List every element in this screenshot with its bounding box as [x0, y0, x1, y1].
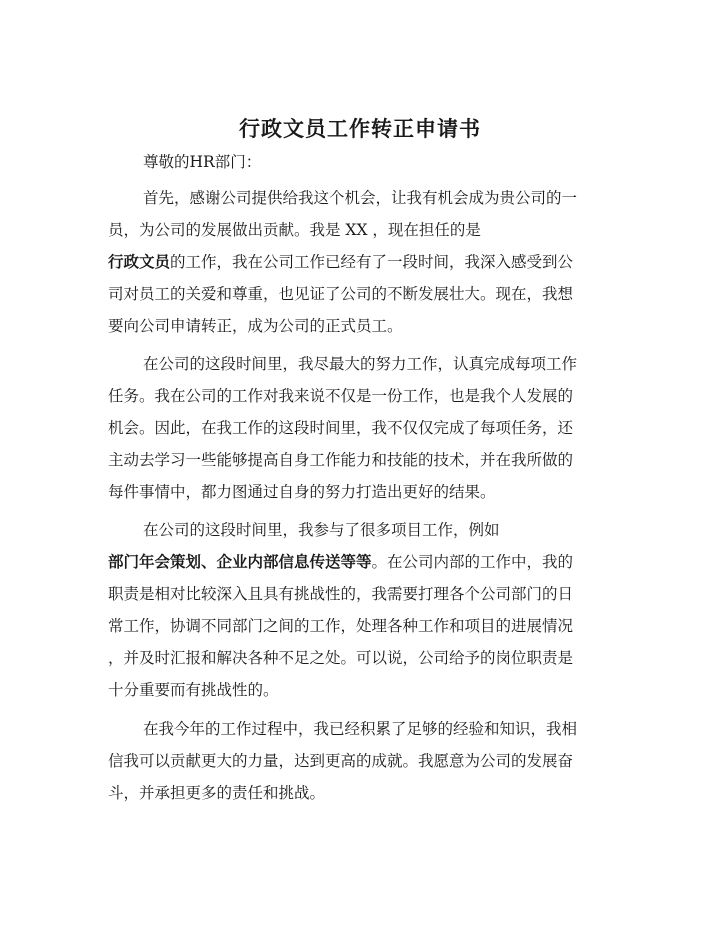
salutation — [108, 146, 603, 178]
paragraph-1-line-5: 要向公司申请转正，成为公司的正式员工。 — [108, 317, 403, 335]
paragraph-2-line-2: 任务。我在公司的工作对我来说不仅是一份工作，也是我个人发展的 — [108, 387, 574, 405]
paragraph-3-line-3: 职责是相对比较深入且具有挑战性的，我需要打理各个公司部门的日 — [108, 585, 574, 603]
paragraph-1-line-1: 首先，感谢公司提供给我这个机会，让我有机会成为贵公司的一 — [143, 189, 578, 207]
paragraph-3-line-5: ，并及时汇报和解决各种不足之处。可以说，公司给予的岗位职责是 — [108, 649, 574, 667]
paragraph-2-line-4: 主动去学习一些能够提高自身工作能力和技能的技术，并在我所做的 — [108, 451, 574, 469]
salutation-line: 尊敬的HR部门： — [143, 153, 262, 171]
document-title: 行政文员工作转正申请书 — [239, 116, 481, 141]
paragraph-1-line-4: 司对员工的关爱和尊重，也见证了公司的不断发展壮大。现在，我想 — [108, 285, 574, 303]
paragraph-4-line-2: 信我可以贡献更大的力量，达到更高的成就。我愿意为公司的发展奋 — [108, 752, 574, 770]
paragraph-2 — [108, 348, 603, 508]
paragraph-4-line-1: 在我今年的工作过程中，我已经积累了足够的经验和知识，我相 — [143, 720, 578, 738]
paragraph-3 — [108, 514, 603, 706]
paragraph-3-line-2 — [108, 546, 603, 578]
paragraph-3-line-1: 在公司的这段时间里，我参与了很多项目工作，例如 — [143, 521, 500, 539]
paragraph-4-line-3: 斗，并承担更多的责任和挑战。 — [108, 784, 326, 802]
paragraph-3-line-2-rest: 。在公司内部的工作中，我的 — [371, 553, 574, 571]
paragraph-2-line-1: 在公司的这段时间里，我尽最大的努力工作，认真完成每项工作 — [143, 355, 578, 373]
paragraph-4 — [108, 713, 603, 809]
paragraph-2-line-3: 机会。因此，在我工作的这段时间里，我不仅仅完成了每项任务，还 — [108, 419, 574, 437]
projects-emphasis: 部门年会策划、企业内部信息传送等等 — [108, 552, 372, 571]
paragraph-1 — [108, 182, 603, 342]
paragraph-1-line-3 — [108, 246, 603, 278]
paragraph-3-line-4: 常工作，协调不同部门之间的工作，处理各种工作和项目的进展情况 — [108, 617, 574, 635]
job-title-emphasis: 行政文员 — [108, 252, 171, 271]
paragraph-1-line-2: 员，为公司的发展做出贡献。我是 XX ，现在担任的是 — [108, 221, 481, 239]
paragraph-3-line-6: 十分重要而有挑战性的。 — [108, 681, 279, 699]
paragraph-1-line-3-rest: 的工作，我在公司工作已经有了一段时间，我深入感受到公 — [170, 253, 574, 271]
paragraph-2-line-5: 每件事情中，都力图通过自身的努力打造出更好的结果。 — [108, 483, 496, 501]
